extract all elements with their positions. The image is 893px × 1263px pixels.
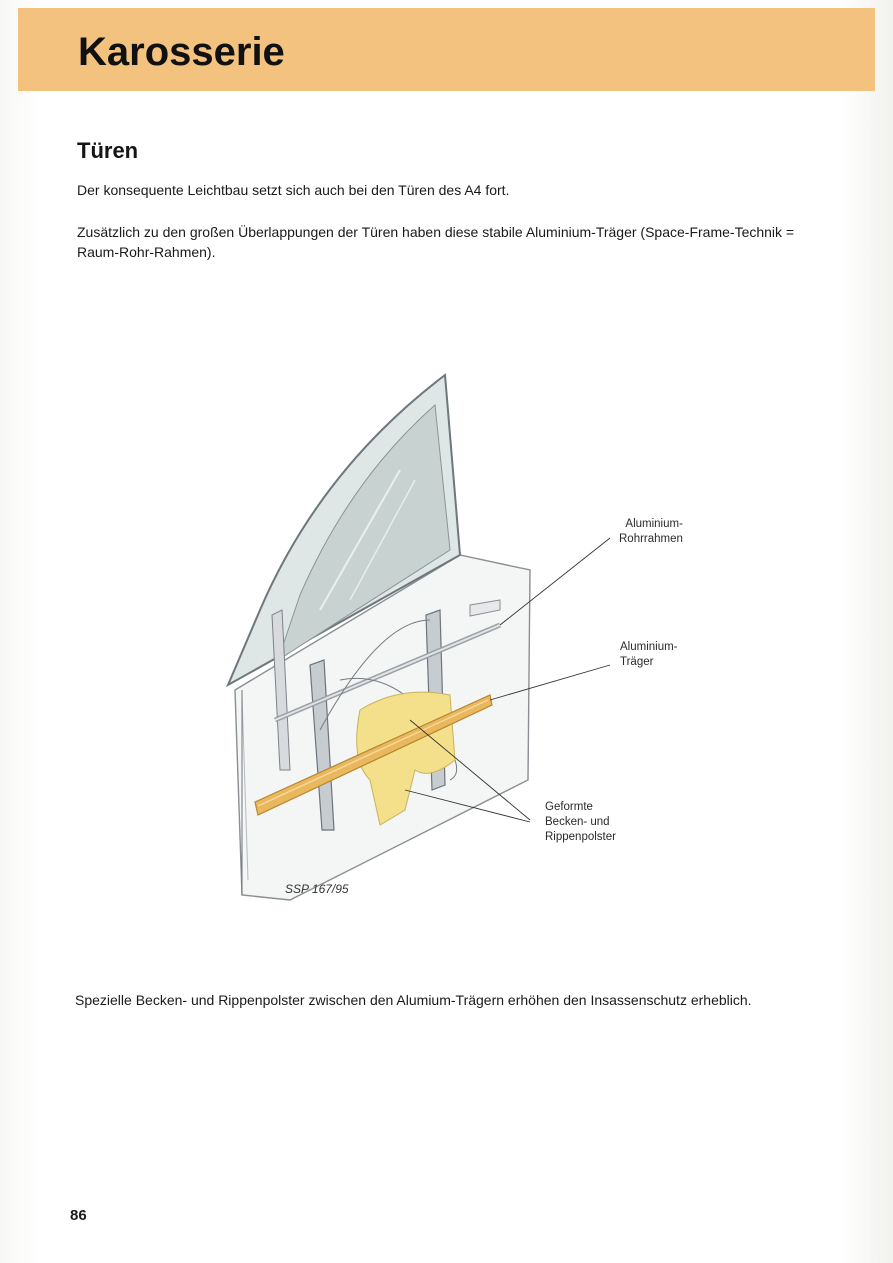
header-band — [18, 8, 875, 91]
label-traeger: Aluminium- Träger — [620, 641, 678, 668]
page-title: Karosserie — [78, 30, 285, 74]
section-heading: Türen — [77, 138, 139, 163]
page-number: 86 — [70, 1207, 87, 1224]
label-rohrrahmen: Aluminium- Rohrrahmen — [619, 518, 683, 545]
label-polster: Geformte Becken- und Rippenpolster — [545, 801, 616, 843]
figure-code: SSP 167/95 — [285, 882, 349, 896]
detail-paragraph: Zusätzlich zu den großen Überlappungen der Türen haben diese stabile Aluminium-Träger (Space-Frame-Technik = Raum-Rohr-Rahmen). — [77, 224, 795, 260]
door-illustration — [200, 360, 720, 920]
summary-paragraph: Spezielle Becken- und Rippenpolster zwischen den Alumium-Trägern erhöhen den Insassenschutz erheblich. — [75, 992, 752, 1008]
intro-paragraph: Der konsequente Leichtbau setzt sich auch bei den Türen des A4 fort. — [77, 182, 510, 198]
